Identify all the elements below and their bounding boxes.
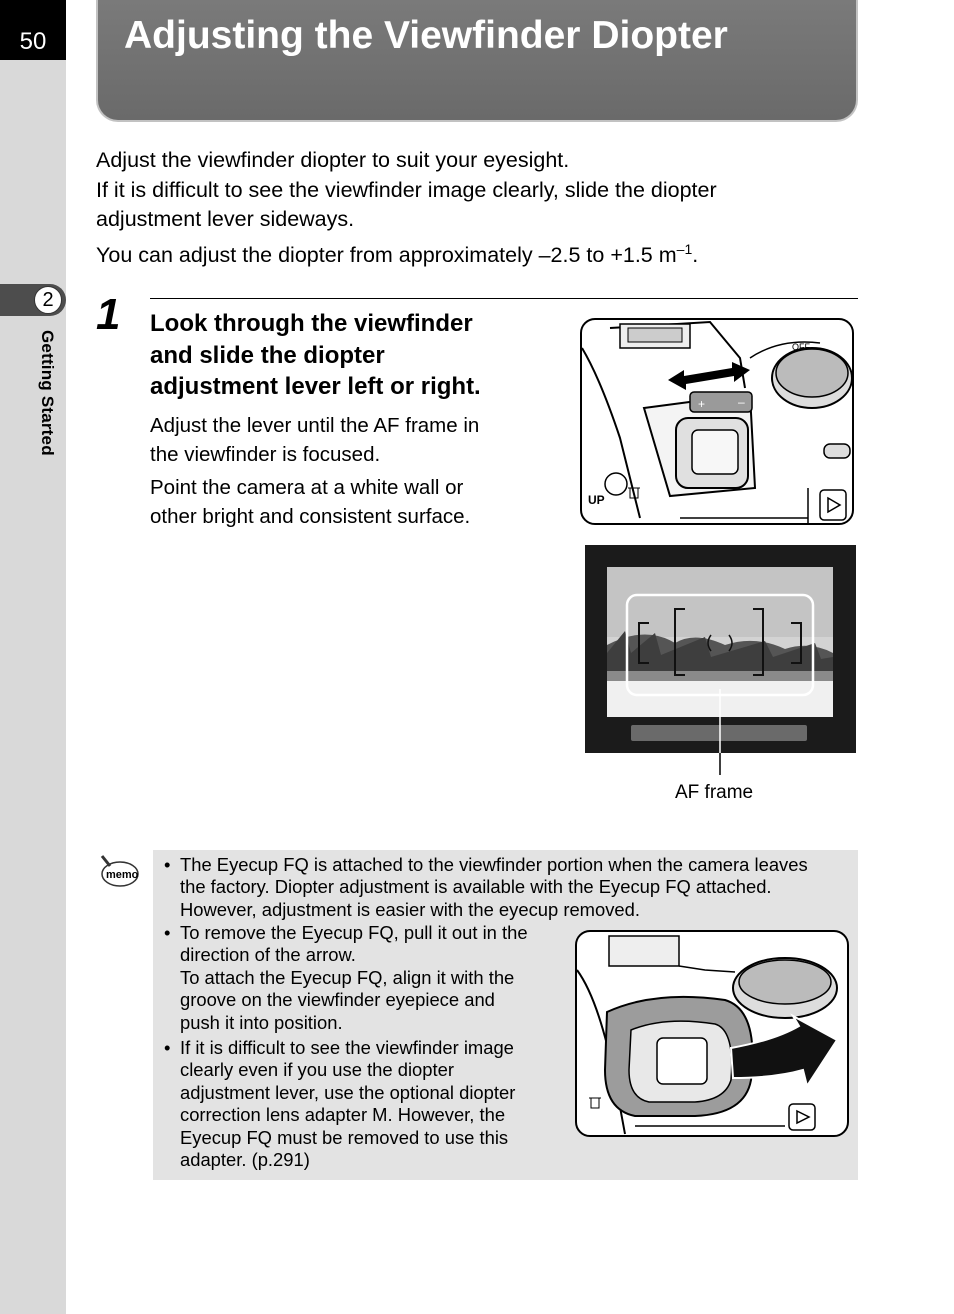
intro-line: If it is difficult to see the viewfinder image clearly, slide the diopter bbox=[96, 177, 717, 202]
memo-icon-label: memo bbox=[106, 869, 139, 881]
memo-line: However, adjustment is easier with the eyecup removed. bbox=[180, 898, 640, 920]
memo-line: push it into position. bbox=[180, 1011, 343, 1033]
memo-bullet: • bbox=[164, 1037, 171, 1058]
af-frame-label: AF frame bbox=[675, 782, 754, 803]
memo-line: To attach the Eyecup FQ, align it with the bbox=[180, 966, 515, 988]
dial-label: OFF bbox=[792, 342, 810, 352]
intro-line: adjustment lever sideways. bbox=[96, 207, 355, 231]
memo-line: clearly even if you use the diopter bbox=[180, 1059, 454, 1081]
step-description bbox=[150, 412, 530, 469]
memo-line: If it is difficult to see the viewfinder image bbox=[180, 1037, 514, 1058]
memo-line: adjustment lever, use the optional diopter bbox=[180, 1081, 516, 1103]
lever-plus: + bbox=[698, 397, 706, 411]
step-heading-line: adjustment lever left or right. bbox=[150, 373, 481, 400]
memo-icon bbox=[96, 852, 140, 892]
step-description-line: other bright and consistent surface. bbox=[150, 504, 471, 528]
step-number: 1 bbox=[96, 290, 121, 339]
memo-bullet: • bbox=[164, 922, 171, 943]
memo-line: correction lens adapter M. However, the bbox=[180, 1104, 506, 1126]
step-heading bbox=[150, 308, 530, 403]
step-divider bbox=[150, 298, 858, 299]
page-title: Adjusting the Viewfinder Diopter bbox=[124, 14, 728, 57]
camera-diopter-illustration bbox=[580, 318, 854, 526]
flash-up-label: UP bbox=[588, 493, 605, 507]
intro-range-sup: –1 bbox=[676, 240, 693, 257]
step-description-line: Adjust the lever until the AF frame in bbox=[150, 414, 480, 437]
memo-line: The Eyecup FQ is attached to the viewfinder portion when the camera leaves bbox=[180, 854, 808, 875]
step-heading-line: and slide the diopter bbox=[150, 341, 385, 369]
memo-line: Eyecup FQ must be removed to use this bbox=[180, 1126, 509, 1148]
intro-line bbox=[96, 235, 856, 271]
intro-range-suffix: . bbox=[692, 242, 699, 267]
step-description-line: the viewfinder is focused. bbox=[150, 442, 381, 466]
chapter-sidebar bbox=[0, 0, 66, 1314]
step-description-line: Point the camera at a white wall or bbox=[150, 476, 464, 499]
memo-line: adapter. (p.291) bbox=[180, 1149, 310, 1171]
memo-line: To remove the Eyecup FQ, pull it out in the bbox=[180, 922, 528, 943]
page-number: 50 bbox=[0, 0, 66, 60]
intro-range-text: You can adjust the diopter from approximately –2.5 to +1.5 m bbox=[96, 242, 677, 267]
intro-line: Adjust the viewfinder diopter to suit your eyesight. bbox=[96, 148, 570, 172]
af-leader-line bbox=[719, 753, 721, 775]
memo-line: the factory. Diopter adjustment is available with the Eyecup FQ attached. bbox=[180, 876, 772, 898]
intro-text bbox=[96, 146, 856, 270]
memo-bullet: • bbox=[164, 854, 171, 875]
step-description-2 bbox=[150, 474, 530, 531]
memo-line: groove on the viewfinder eyepiece and bbox=[180, 989, 495, 1011]
step-heading-line: Look through the viewfinder bbox=[150, 310, 473, 337]
lever-minus: – bbox=[738, 395, 745, 409]
chapter-label: Getting Started bbox=[38, 330, 57, 456]
viewfinder-af-illustration bbox=[585, 545, 856, 755]
memo-line: direction of the arrow. bbox=[180, 944, 356, 966]
chapter-number: 2 bbox=[34, 286, 62, 314]
eyecup-removal-illustration bbox=[575, 930, 849, 1138]
